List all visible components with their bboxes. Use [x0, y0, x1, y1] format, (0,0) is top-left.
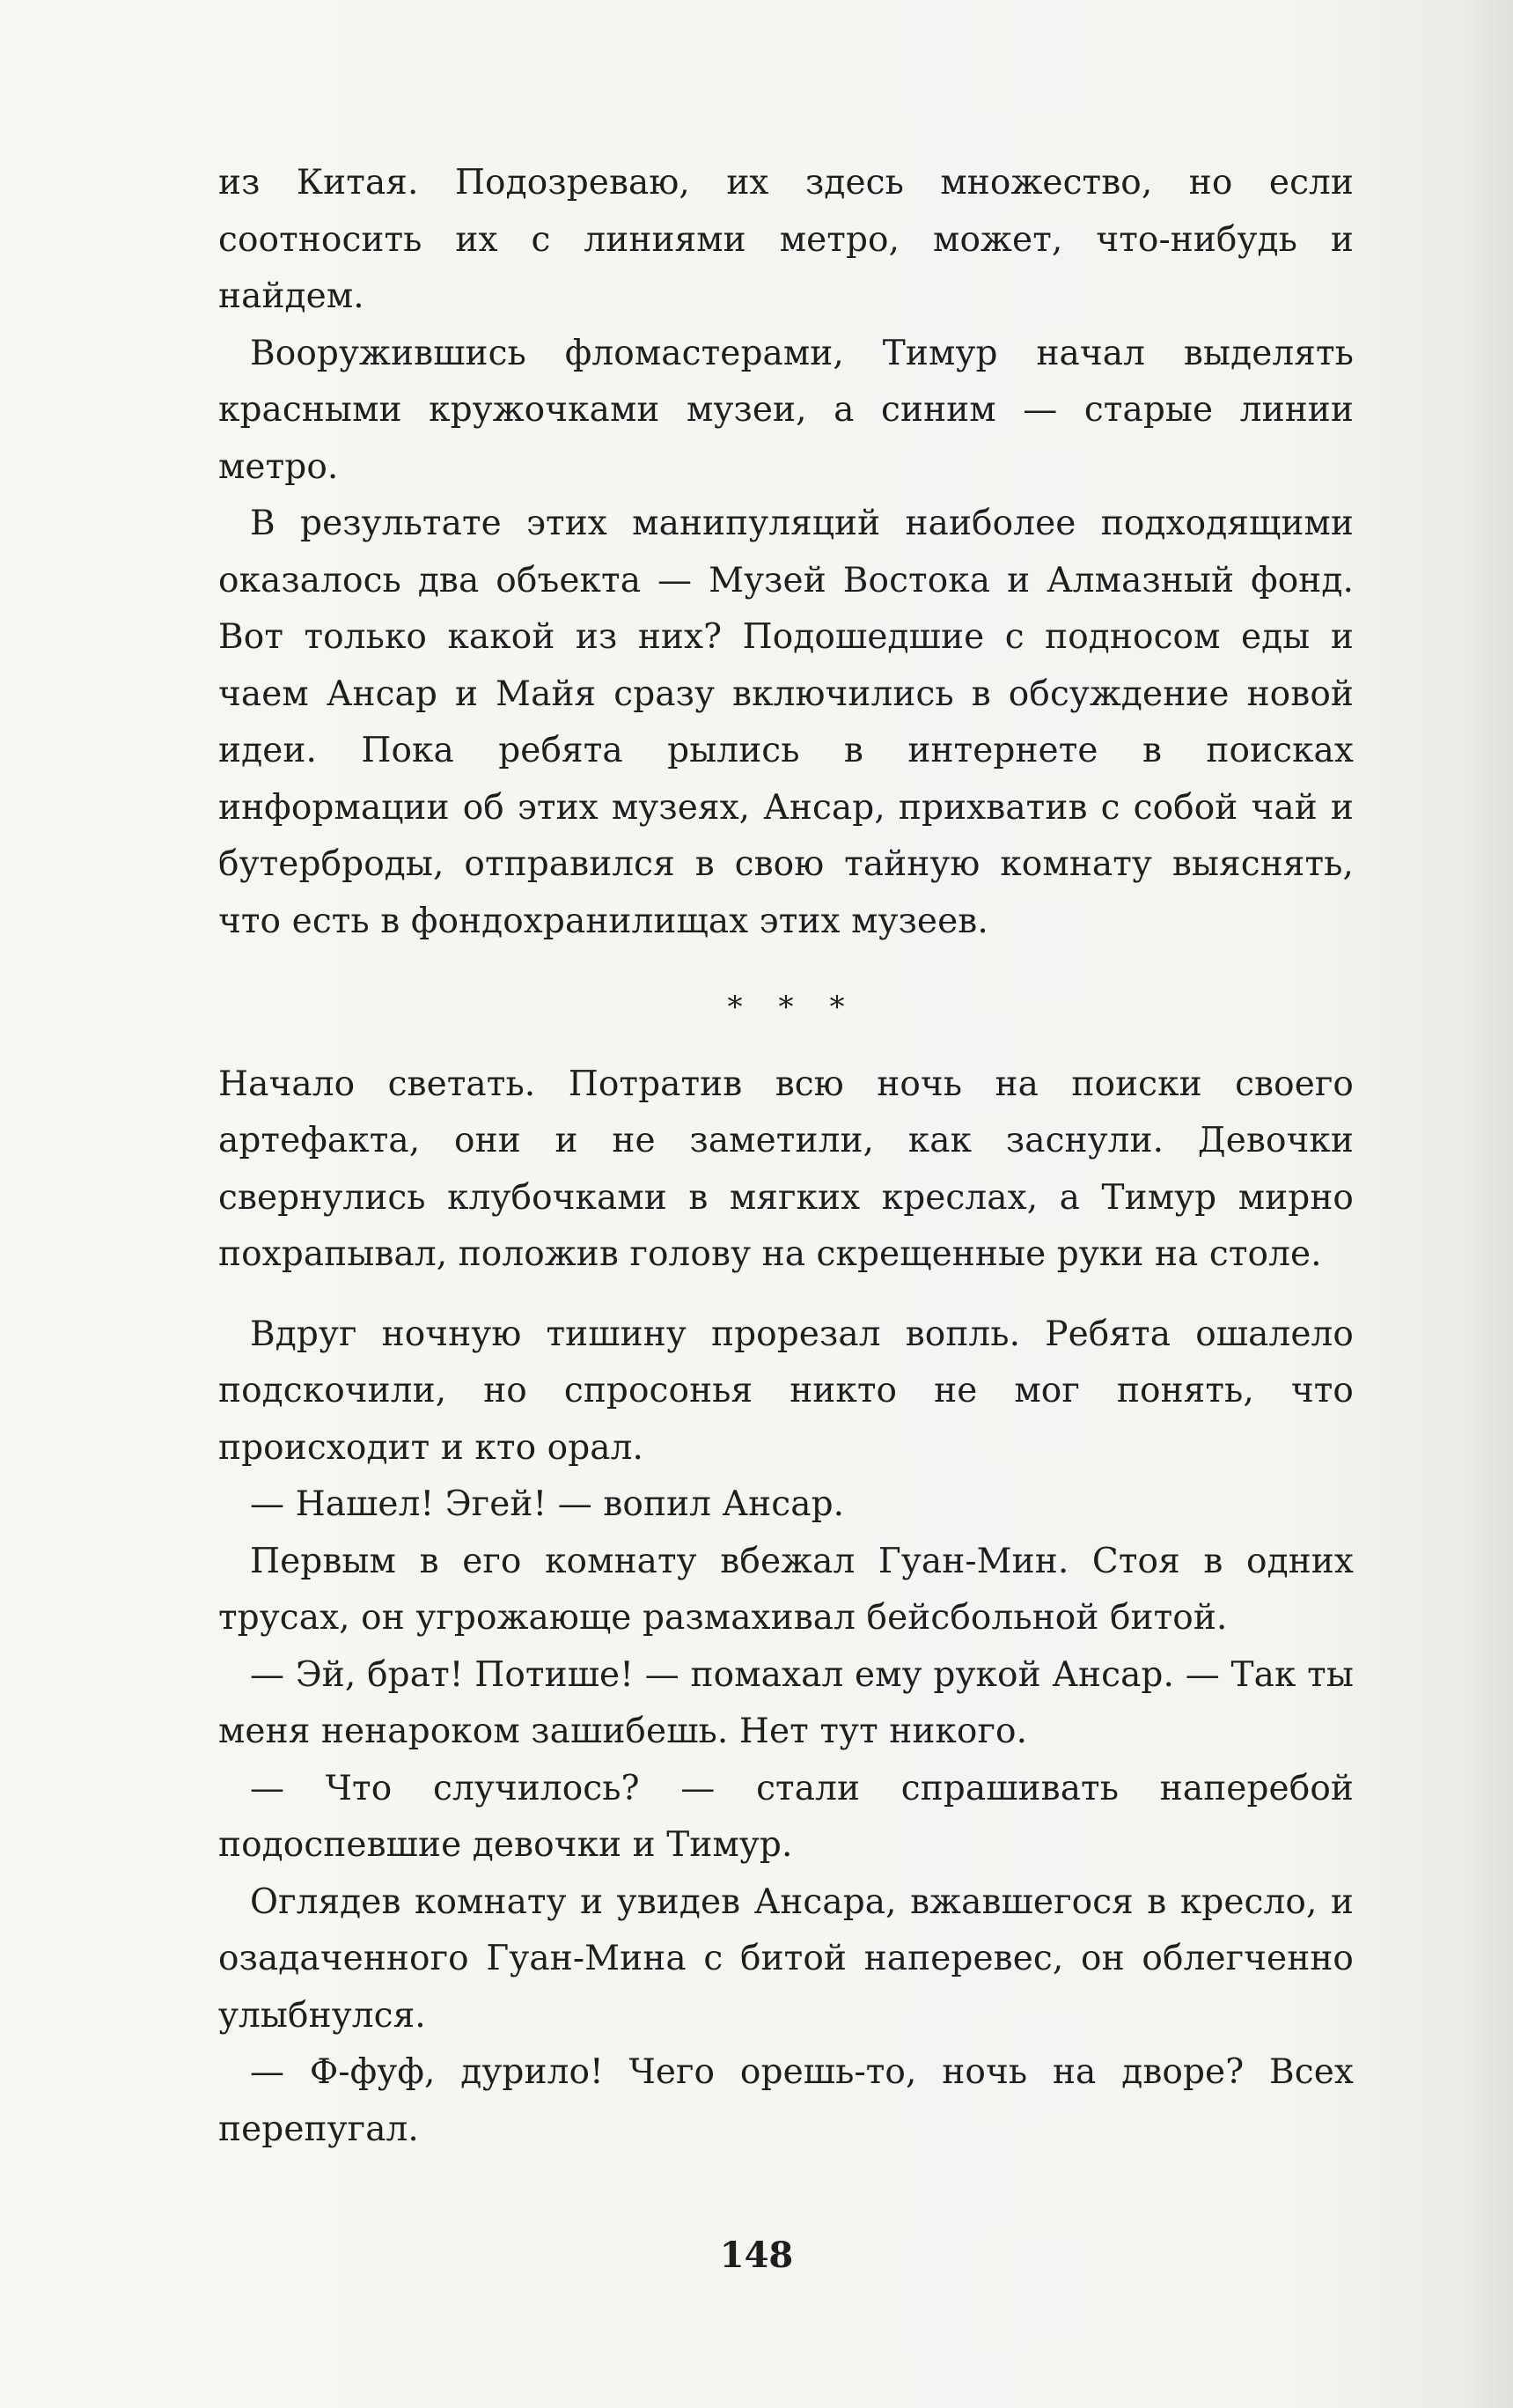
dialogue-line: — Эй, брат! Потише! — помахал ему рукой Ансар. — Так ты меня ненароком зашибешь. Нет тут никого.	[218, 1654, 1354, 1751]
paragraph: В результате этих манипуляций наиболее подходящими оказалось два объекта — Музей Востока и Алмазный фонд. Вот только какой из них? Подошедшие с подносом еды и чаем Ансар и Майя сразу включились в обсуждение новой идеи. Пока ребята рылись в интернете в поисках информации об этих музеях, Ансар, прихватив с собой чай и бутерброды, отправился в свою тайную комнату выяснять, что есть в фондохранилищах этих музеев.	[218, 504, 1354, 941]
dialogue-line: — Ф-фуф, дурило! Чего орешь-то, ночь на дворе? Всех перепугал.	[218, 2052, 1354, 2149]
paragraph: Первым в его комнату вбежал Гуан-Мин. Стоя в одних трусах, он угрожающе размахивал бейсбольной битой.	[218, 1541, 1354, 1638]
section-break: * * *	[727, 990, 845, 1025]
page-number: 148	[719, 2235, 794, 2276]
dialogue-line: — Нашел! Эгей! — вопил Ансар.	[250, 1484, 845, 1524]
paragraph: Вдруг ночную тишину прорезал вопль. Ребята ошалело подскочили, но спросонья никто не мог понять, что происходит и кто орал.	[218, 1314, 1354, 1468]
paragraph: Оглядев комнату и увидев Ансара, вжавшегося в кресло, и озадаченного Гуан-Мина с битой наперевес, он облегченно улыбнулся.	[218, 1881, 1354, 2036]
paragraph: Вооружившись фломастерами, Тимур начал выделять красными кружочками музеи, а синим — старые линии метро.	[218, 333, 1354, 487]
body-text	[218, 155, 1354, 2158]
paragraph: из Китая. Подозреваю, их здесь множество, но если соотносить их с линиями метро, может, что-нибудь и найдем.	[218, 163, 1354, 316]
dialogue-line: — Что случилось? — стали спрашивать наперебой подоспевшие девочки и Тимур.	[218, 1768, 1354, 1865]
paragraph: Начало светать. Потратив всю ночь на поиски своего артефакта, они и не заметили, как заснули. Девочки свернулись клубочками в мягких креслах, а Тимур мирно похрапывал, положив голову на скрещенные руки на столе.	[218, 1064, 1354, 1274]
